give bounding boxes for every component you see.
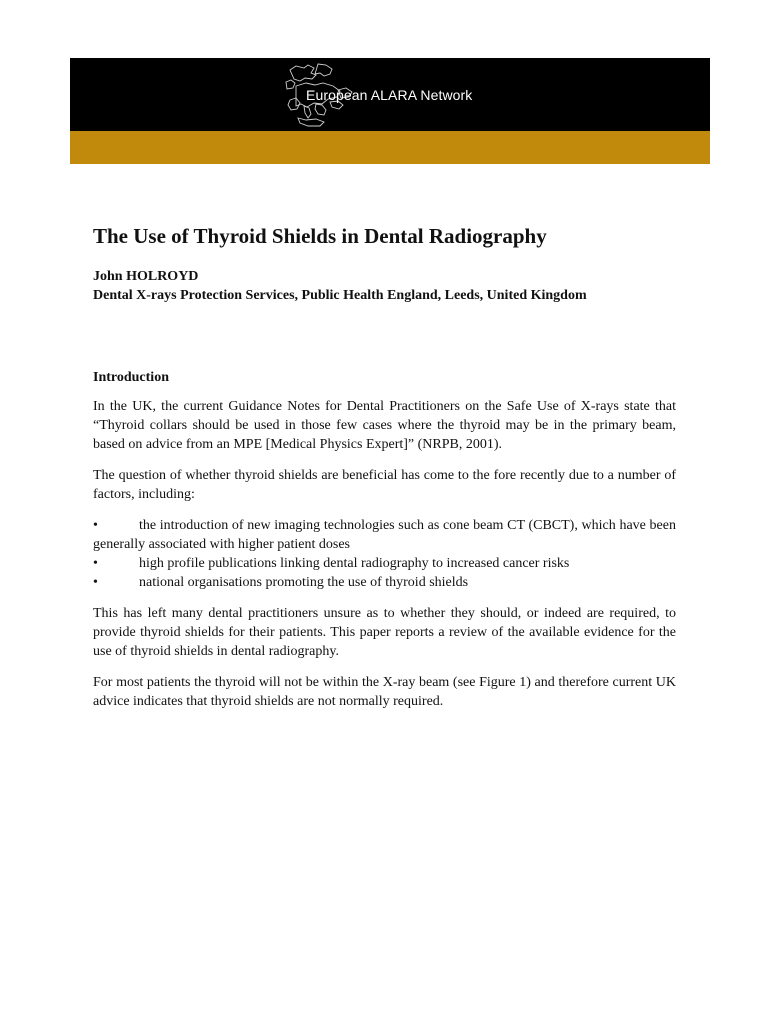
article-body	[93, 222, 676, 723]
header-banner	[70, 58, 710, 164]
banner-gold-band	[70, 131, 710, 164]
bullet-icon: •	[93, 575, 98, 590]
list-item-text: national organisations promoting the use of thyroid shields	[139, 575, 469, 590]
factors-list	[93, 516, 676, 592]
network-name: European ALARA Network	[306, 87, 473, 103]
paragraph: In the UK, the current Guidance Notes for Dental Practitioners on the Safe Use of X-rays state that “Thyroid collars should be used in those few cases where the thyroid may be in the primary beam, based on advice from an MPE [Medical Physics Expert]” (NRPB, 2001).	[93, 399, 676, 452]
paragraph: For most patients the thyroid will not be within the X-ray beam (see Figure 1) and therefore current UK advice indicates that thyroid shields are not normally required.	[93, 675, 676, 709]
list-item	[93, 573, 676, 592]
article-title: The Use of Thyroid Shields in Dental Radiography	[93, 224, 547, 248]
author-affiliation: Dental X-rays Protection Services, Public Health England, Leeds, United Kingdom	[93, 288, 587, 303]
paragraph: This has left many dental practitioners unsure as to whether they should, or indeed are required, to provide thyroid shields for their patients. This paper reports a review of the available evidence for the use of thyroid shields in dental radiography.	[93, 606, 676, 659]
author-name: John HOLROYD	[93, 269, 199, 284]
bullet-icon: •	[93, 518, 98, 533]
list-item-text: the introduction of new imaging technologies such as cone beam CT (CBCT), which have been generally associated with higher patient doses	[93, 518, 676, 552]
list-item-text: high profile publications linking dental radiography to increased cancer risks	[139, 556, 570, 571]
paragraph: The question of whether thyroid shields are beneficial has come to the fore recently due to a number of factors, including:	[93, 468, 676, 502]
list-item	[93, 554, 676, 573]
list-item	[93, 516, 676, 554]
section-heading-introduction: Introduction	[93, 370, 169, 385]
bullet-icon: •	[93, 556, 98, 571]
